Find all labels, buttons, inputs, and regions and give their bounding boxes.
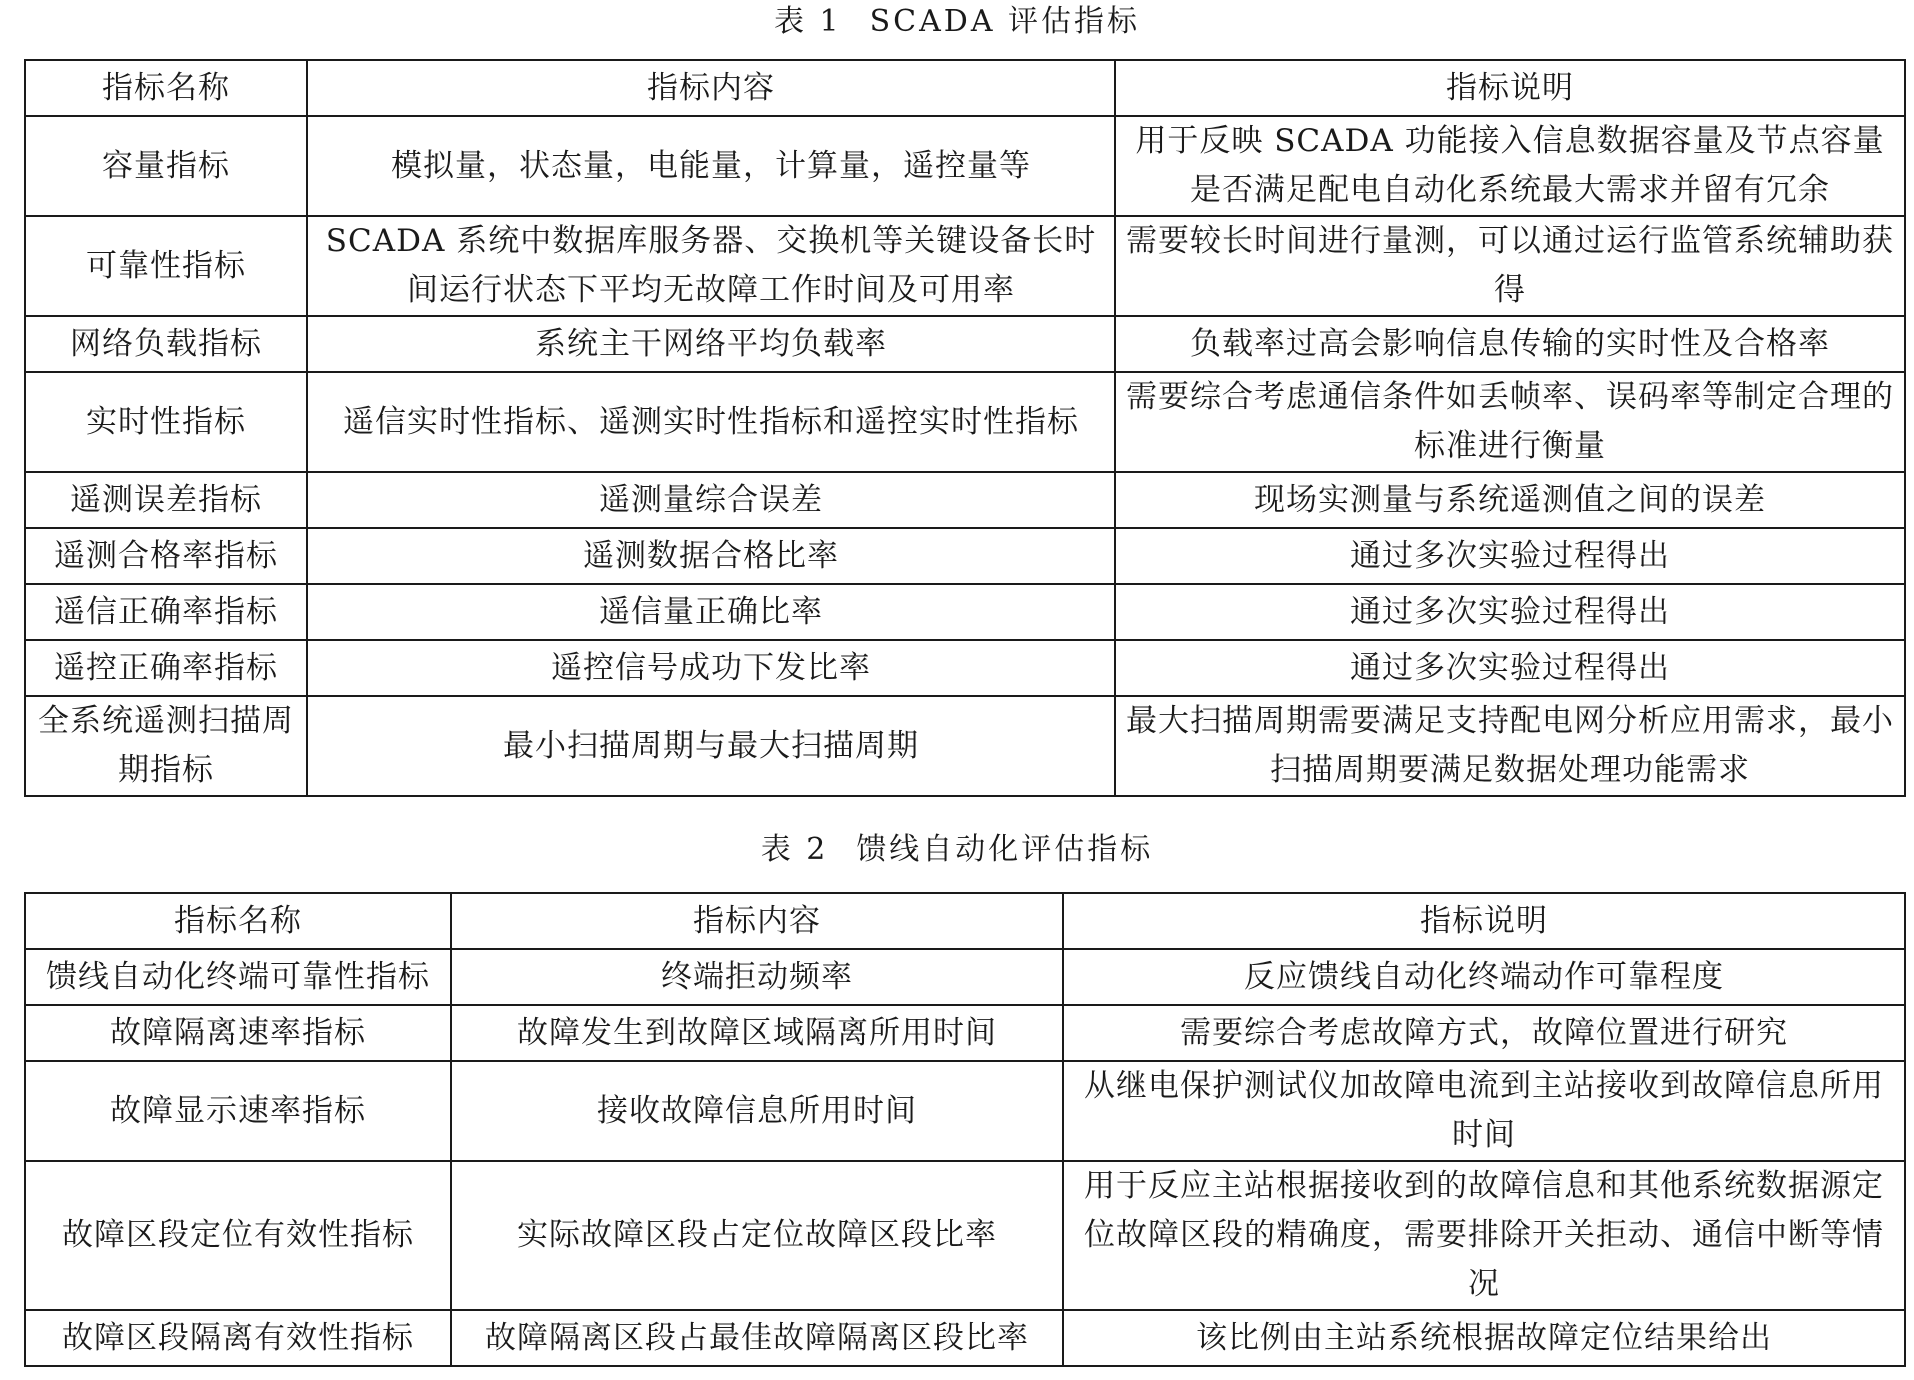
table-cell: 故障隔离速率指标 xyxy=(25,1005,451,1061)
table-cell: SCADA 系统中数据库服务器、交换机等关键设备长时间运行状态下平均无故障工作时间及可用率 xyxy=(307,216,1115,316)
table-cell: 用于反应主站根据接收到的故障信息和其他系统数据源定位故障区段的精确度，需要排除开关拒动、通信中断等情况 xyxy=(1063,1161,1905,1310)
table-cell: 反应馈线自动化终端动作可靠程度 xyxy=(1063,949,1905,1005)
table-cell: 遥测数据合格比率 xyxy=(307,528,1115,584)
table1-caption xyxy=(0,2,1914,42)
table-cell: 通过多次实验过程得出 xyxy=(1115,640,1905,696)
table-cell: 遥信量正确比率 xyxy=(307,584,1115,640)
table-cell: 系统主干网络平均负载率 xyxy=(307,316,1115,372)
table-row xyxy=(25,1310,1905,1366)
table-cell: 遥信正确率指标 xyxy=(25,584,307,640)
table-cell: 遥信实时性指标、遥测实时性指标和遥控实时性指标 xyxy=(307,372,1115,472)
scada-evaluation-table xyxy=(24,59,1906,797)
table-cell: 遥测合格率指标 xyxy=(25,528,307,584)
table-cell: 通过多次实验过程得出 xyxy=(1115,584,1905,640)
table-cell: 接收故障信息所用时间 xyxy=(451,1061,1063,1161)
table-row xyxy=(25,1161,1905,1310)
table-row xyxy=(25,372,1905,472)
table-cell: 该比例由主站系统根据故障定位结果给出 xyxy=(1063,1310,1905,1366)
column-header: 指标内容 xyxy=(451,893,1063,949)
table2-caption-number: 表 2 xyxy=(760,832,829,867)
table-cell: 可靠性指标 xyxy=(25,216,307,316)
feeder-automation-evaluation-table xyxy=(24,892,1906,1367)
table-cell: 用于反映 SCADA 功能接入信息数据容量及节点容量是否满足配电自动化系统最大需求并留有冗余 xyxy=(1115,116,1905,216)
table-cell: 故障显示速率指标 xyxy=(25,1061,451,1161)
table-row xyxy=(25,1005,1905,1061)
table-cell: 故障隔离区段占最佳故障隔离区段比率 xyxy=(451,1310,1063,1366)
table-cell: 最大扫描周期需要满足支持配电网分析应用需求，最小扫描周期要满足数据处理功能需求 xyxy=(1115,696,1905,796)
table-row xyxy=(25,949,1905,1005)
table-cell: 模拟量，状态量，电能量，计算量，遥控量等 xyxy=(307,116,1115,216)
table-cell: 通过多次实验过程得出 xyxy=(1115,528,1905,584)
column-header: 指标说明 xyxy=(1063,893,1905,949)
table-cell: 实际故障区段占定位故障区段比率 xyxy=(451,1161,1063,1310)
table-cell: 从继电保护测试仪加故障电流到主站接收到故障信息所用时间 xyxy=(1063,1061,1905,1161)
table-header-row xyxy=(25,893,1905,949)
table1-caption-title: SCADA 评估指标 xyxy=(869,4,1141,39)
column-header: 指标说明 xyxy=(1115,60,1905,116)
column-header: 指标名称 xyxy=(25,893,451,949)
table-cell: 需要较长时间进行量测，可以通过运行监管系统辅助获得 xyxy=(1115,216,1905,316)
column-header: 指标内容 xyxy=(307,60,1115,116)
table-cell: 实时性指标 xyxy=(25,372,307,472)
table-cell: 故障发生到故障区域隔离所用时间 xyxy=(451,1005,1063,1061)
table-row xyxy=(25,472,1905,528)
table-cell: 故障区段隔离有效性指标 xyxy=(25,1310,451,1366)
table-cell: 最小扫描周期与最大扫描周期 xyxy=(307,696,1115,796)
table-header-row xyxy=(25,60,1905,116)
table-cell: 故障区段定位有效性指标 xyxy=(25,1161,451,1310)
table-cell: 网络负载指标 xyxy=(25,316,307,372)
table2-caption-title: 馈线自动化评估指标 xyxy=(856,832,1154,867)
table-cell: 负载率过高会影响信息传输的实时性及合格率 xyxy=(1115,316,1905,372)
table-cell: 遥测误差指标 xyxy=(25,472,307,528)
table-row xyxy=(25,584,1905,640)
table-row xyxy=(25,696,1905,796)
table-cell: 馈线自动化终端可靠性指标 xyxy=(25,949,451,1005)
table-cell: 遥测量综合误差 xyxy=(307,472,1115,528)
table-row xyxy=(25,216,1905,316)
table-row xyxy=(25,316,1905,372)
table-cell: 全系统遥测扫描周期指标 xyxy=(25,696,307,796)
table-cell: 需要综合考虑通信条件如丢帧率、误码率等制定合理的标准进行衡量 xyxy=(1115,372,1905,472)
table-row xyxy=(25,116,1905,216)
table-cell: 现场实测量与系统遥测值之间的误差 xyxy=(1115,472,1905,528)
table-row xyxy=(25,528,1905,584)
table-cell: 遥控正确率指标 xyxy=(25,640,307,696)
table1-caption-number: 表 1 xyxy=(773,4,842,39)
column-header: 指标名称 xyxy=(25,60,307,116)
table-cell: 需要综合考虑故障方式，故障位置进行研究 xyxy=(1063,1005,1905,1061)
table-cell: 遥控信号成功下发比率 xyxy=(307,640,1115,696)
table-cell: 终端拒动频率 xyxy=(451,949,1063,1005)
table-row xyxy=(25,640,1905,696)
table-cell: 容量指标 xyxy=(25,116,307,216)
table2-caption xyxy=(0,830,1914,870)
table-row xyxy=(25,1061,1905,1161)
